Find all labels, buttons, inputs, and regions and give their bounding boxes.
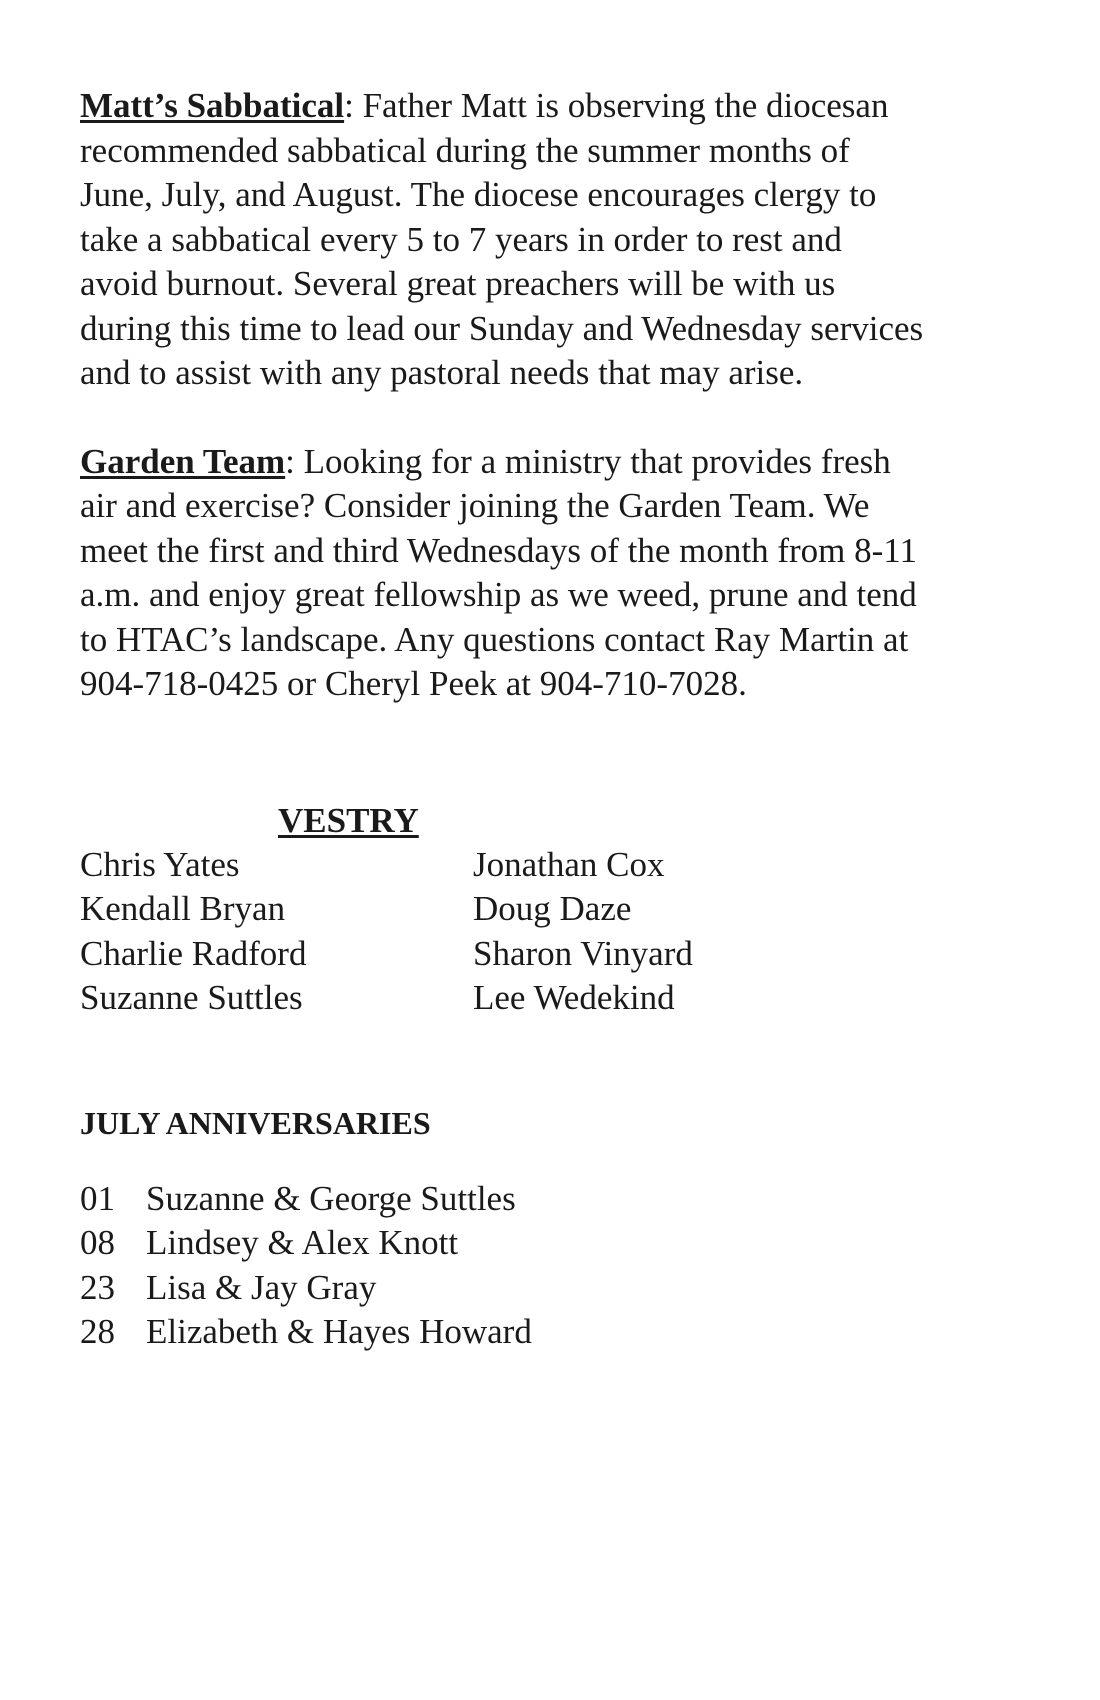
garden-line-1: Looking for a ministry that provides fresh — [303, 441, 891, 481]
sabbatical-line-2: recommended sabbatical during the summer months of — [80, 130, 850, 170]
vestry-member: Jonathan Cox — [473, 844, 665, 884]
garden-line-6: 904-718-0425 or Cheryl Peek at 904-710-7028. — [80, 664, 747, 703]
sabbatical-line-5: avoid burnout. Several great preachers will be with us — [80, 264, 836, 303]
vestry-members — [80, 843, 1040, 1021]
vestry-title: VESTRY — [278, 800, 419, 840]
anniversary-day: 28 — [80, 1312, 115, 1351]
vestry-member: Suzanne Suttles — [80, 978, 303, 1017]
list-item — [80, 1310, 1040, 1355]
garden-line-4: a.m. and enjoy great fellowship as we weed, prune and tend — [80, 575, 917, 614]
garden-line-2: air and exercise? Consider joining the Garden Team. We — [80, 486, 870, 525]
bulletin-page — [80, 84, 1040, 1355]
vestry-member: Kendall Bryan — [80, 889, 286, 928]
vestry-section — [80, 799, 1040, 1021]
list-item — [80, 1221, 1040, 1266]
sabbatical-line-3: June, July, and August. The diocese encourages clergy to — [80, 175, 877, 214]
vestry-member: Lee Wedekind — [473, 978, 675, 1017]
sabbatical-heading: Matt’s Sabbatical — [80, 86, 345, 125]
anniversary-day: 08 — [80, 1223, 115, 1262]
sabbatical-line-7: and to assist with any pastoral needs that may arise. — [80, 353, 804, 392]
anniversary-names: Elizabeth & Hayes Howard — [146, 1312, 532, 1351]
garden-separator: : — [285, 441, 304, 481]
vestry-member: Doug Daze — [473, 889, 632, 928]
anniversaries-section — [80, 1101, 1040, 1355]
sabbatical-line-1: Father Matt is observing the diocesan — [362, 86, 889, 125]
list-item — [80, 1266, 1040, 1311]
anniversary-names: Lisa & Jay Gray — [146, 1267, 377, 1307]
anniversary-names: Suzanne & George Suttles — [146, 1178, 516, 1218]
vestry-member: Sharon Vinyard — [473, 933, 693, 973]
anniversary-day: 23 — [80, 1267, 115, 1307]
anniversary-names: Lindsey & Alex Knott — [146, 1223, 459, 1262]
anniversary-day: 01 — [80, 1178, 115, 1218]
sabbatical-line-4: take a sabbatical every 5 to 7 years in order to rest and — [80, 219, 842, 259]
vestry-member: Chris Yates — [80, 844, 240, 884]
sabbatical-line-6: during this time to lead our Sunday and Wednesday services — [80, 308, 924, 348]
garden-heading: Garden Team — [80, 441, 286, 481]
list-item — [80, 1177, 1040, 1222]
garden-line-5: to HTAC’s landscape. Any questions contact Ray Martin at — [80, 619, 909, 659]
sabbatical-paragraph — [80, 84, 1040, 396]
garden-line-3: meet the first and third Wednesdays of the month from 8-11 — [80, 530, 917, 570]
garden-paragraph — [80, 440, 1040, 707]
anniversaries-title: JULY ANNIVERSARIES — [80, 1104, 431, 1141]
vestry-member: Charlie Radford — [80, 933, 307, 973]
sabbatical-separator: : — [344, 86, 363, 125]
